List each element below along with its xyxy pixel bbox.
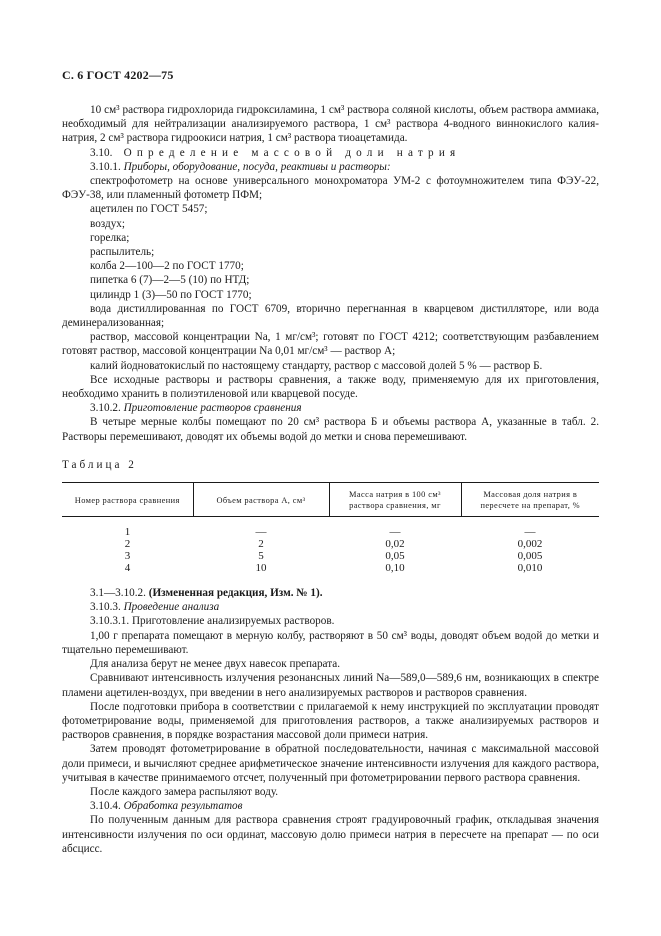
table-cell: — [389, 526, 401, 539]
table-header-row [62, 483, 599, 517]
column-header: Масса натрия в 100 см³ раствора сравнения, мг [329, 483, 461, 517]
table-cell: 0,05 [385, 550, 405, 563]
section-number: 3.10.2. [90, 402, 121, 415]
equipment-item: вода дистиллированная по ГОСТ 6709, вторично перегнанная в кварцевом дистилляторе, или вода деминерализованная; [62, 302, 599, 330]
analysis-paragraph: 1,00 г препарата помещают в мерную колбу, растворяют в 50 см³ воды, доводят объем водой до метки и тщательно перемешивают. [62, 629, 599, 656]
table-cell: 0,10 [385, 562, 405, 575]
table-caption: Таблица 2 [62, 458, 137, 471]
equipment-item: калий йодноватокислый по настоящему стандарту, раствор с массовой долей 5 % — раствор Б. [90, 359, 543, 372]
table-row [62, 550, 599, 562]
table-cell: 3 [124, 550, 131, 563]
table-cell: 0,010 [517, 562, 543, 575]
table-cell: 10 [255, 562, 267, 575]
preparation-paragraph: В четыре мерные колбы помещают по 20 см³ раствора Б и объемы раствора А, указанные в табл. 2. Растворы перемешивают, доводят их объемы водой до метки и снова перемешивают. [62, 416, 599, 443]
section-number: 3.10.4. [90, 800, 121, 813]
table-cell: 5 [258, 550, 264, 563]
equipment-item: цилиндр 1 (3)—50 по ГОСТ 1770; [90, 288, 252, 301]
table-cell: 0,005 [517, 550, 543, 563]
comparison-solutions-table [62, 482, 599, 574]
equipment-item: ацетилен по ГОСТ 5457; [90, 203, 208, 216]
section-3-10-heading [62, 146, 599, 160]
table-cell: 0,02 [385, 538, 405, 551]
table-cell: 1 [124, 526, 131, 539]
amendment-note [62, 586, 599, 600]
analysis-paragraph: После подготовки прибора в соответствии с прилагаемой к нему инструкцией по эксплуатации проводят фотометрирование воды, применяемой для приготовления растворов, а также анализируемых растворов и растворов сравнения, в порядке возрастания массовой доли примеси натрия. [62, 700, 599, 742]
equipment-item: спектрофотометр на основе универсального монохроматора УМ-2 с фотоумножителем типа ФЭУ-22, ФЭУ-38, или пламенный фотометр ПФМ; [62, 175, 599, 202]
analysis-paragraph: После каждого замера распыляют воду. [90, 785, 279, 798]
subsection-3-10-3-1: 3.10.3.1. Приготовление анализируемых растворов. [90, 615, 335, 628]
results-paragraph: По полученным данным для раствора сравнения строят градуировочный график, откладывая значения интенсивности излучения по оси ординат, массовую долю примеси натрия в пересчете на препарат — по оси абсцисс. [62, 814, 599, 855]
page-header: С. 6 ГОСТ 4202—75 [62, 68, 174, 82]
table-row [62, 562, 599, 574]
section-number: 3.10.1. [90, 160, 121, 173]
table-row [62, 517, 599, 539]
paragraph-reagents: 10 см³ раствора гидрохлорида гидроксиламина, 1 см³ раствора соляной кислоты, объем раствора аммиака, необходимый для нейтрализации анализируемого раствора, 1 см³ раствора 4-водного виннокислого калия-натрия, 2 см³ раствора гидроокиси натрия, 1 см³ раствора тиоацетамида. [62, 104, 599, 145]
table-cell: — [524, 526, 536, 539]
amendment-range: 3.1—3.10.2. [90, 587, 146, 600]
section-number: 3.10.3. [90, 601, 121, 614]
column-header: Объем раствора А, см³ [193, 483, 329, 517]
section-3-10-3-heading [62, 600, 599, 614]
equipment-item: раствор, массовой концентрации Na, 1 мг/см³; готовят по ГОСТ 4212; соответствующим разбавлением готовят раствор, массовой концентрации Na 0,01 мг/см³ — раствор А; [62, 331, 599, 358]
section-title: Приборы, оборудование, посуда, реактивы и растворы: [123, 160, 391, 173]
equipment-item: воздух; [90, 217, 126, 230]
section-number: 3.10. [90, 146, 113, 159]
analysis-paragraph: Для анализа берут не менее двух навесок препарата. [90, 658, 341, 671]
table-cell: — [255, 526, 267, 539]
column-header: Массовая доля натрия в пересчете на препарат, % [461, 483, 599, 517]
equipment-item: колба 2—100—2 по ГОСТ 1770; [90, 260, 244, 273]
section-3-10-2-heading [62, 401, 599, 415]
section-title: Обработка результатов [123, 800, 243, 813]
analysis-paragraph: Затем проводят фотометрирование в обратной последовательности, начиная с максимальной массовой доли примеси, и вычисляют среднее арифметическое значение интенсивности излучения для каждого раствора, учитывая в качестве принимаемого отсчет, полученный при фотометрировании первого раствора сравнения. [62, 743, 599, 784]
table-cell: 4 [124, 562, 131, 575]
analysis-paragraph: Сравнивают интенсивность излучения резонансных линий Na—589,0—589,6 нм, возникающих в спектре пламени ацетилен-воздух, при введении в него анализируемых растворов и растворов сравнения. [62, 672, 599, 699]
table-cell: 0,002 [517, 538, 543, 551]
section-title: Приготовление растворов сравнения [123, 402, 302, 415]
document-body [62, 103, 599, 856]
section-title: Проведение анализа [123, 601, 220, 614]
section-title: Определение массовой доли натрия [123, 146, 461, 159]
section-3-10-4-heading [62, 799, 599, 813]
equipment-item: распылитель; [90, 246, 155, 259]
table-row [62, 538, 599, 550]
equipment-item: пипетка 6 (7)—2—5 (10) по НТД; [90, 274, 250, 287]
table-cell: 2 [258, 538, 264, 551]
storage-note: Все исходные растворы и растворы сравнения, а также воду, применяемую для их приготовления, необходимо хранить в полиэтиленовой или кварцевой посуде. [62, 373, 599, 401]
column-header: Номер раствора сравнения [62, 483, 193, 517]
equipment-item: горелка; [90, 231, 130, 244]
table-cell: 2 [124, 538, 131, 551]
amendment-text: (Измененная редакция, Изм. № 1). [148, 587, 323, 600]
section-3-10-1-heading [62, 160, 599, 174]
